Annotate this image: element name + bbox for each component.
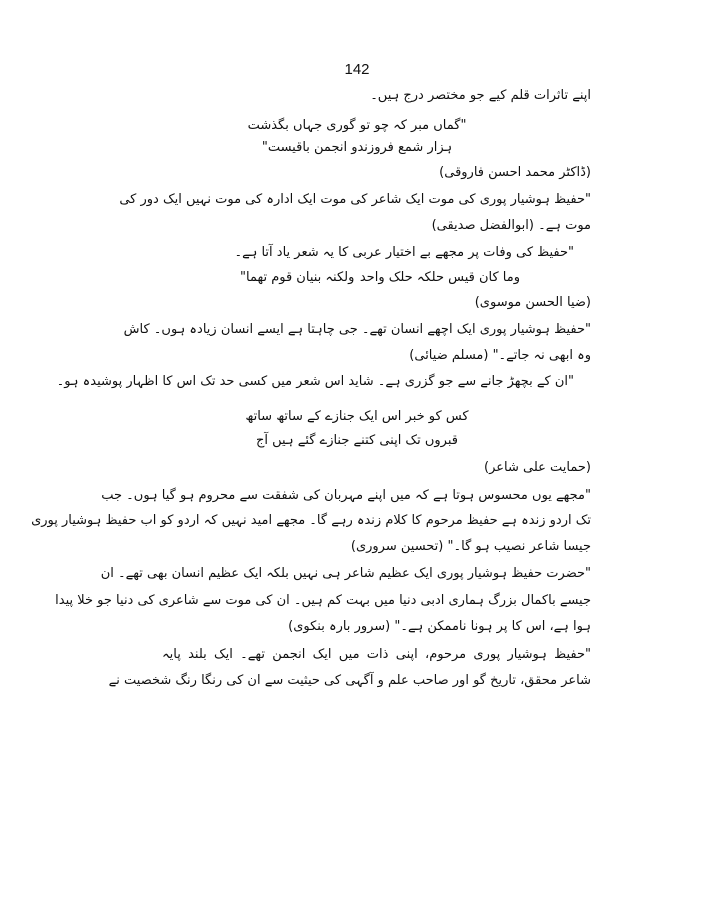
urdu-couplet-line-2: قبروں تک اپنی کتنے جنازے گئے ہیں آج	[256, 433, 458, 448]
quote-line: "حفیظ ہوشیار پوری کی موت ایک شاعر کی موت ایک ادارہ کی موت نہیں ایک دور کی	[119, 192, 591, 207]
persian-couplet-line-1: "گماں مبر کہ چو تو گوری جہاں بگذشت	[247, 118, 467, 133]
quote-line: "مجھے یوں محسوس ہوتا ہے کہ میں اپنے مہربان کی شفقت سے محروم ہو گیا ہوں۔ جب	[101, 488, 591, 503]
quote-line: جیسا شاعر نصیب ہو گا۔" (تحسین سروری)	[350, 539, 591, 554]
quote-line: وہ ابھی نہ جاتے۔" (مسلم ضیائی)	[409, 348, 591, 363]
quote-line: "حفیظ کی وفات پر مجھے بے اختیار عربی کا یہ شعر یاد آتا ہے۔	[234, 245, 574, 260]
attribution-himayat-ali-shair: (حمایت علی شاعر)	[484, 460, 591, 475]
quote-line: جیسے باکمال بزرگ ہماری ادبی دنیا میں بہت کم ہیں۔ ان کی موت سے شاعری کی دنیا جو خلا پیدا	[55, 593, 591, 608]
attribution-mousavi: (ضیا الحسن موسوی)	[474, 295, 591, 310]
quote-line: شاعر محقق، تاریخ گو اور صاحب علم و آگہی کی حیثیت سے ان کی رنگا رنگ شخصیت نے	[108, 673, 591, 688]
page-number: 142	[344, 61, 370, 78]
quote-line: تک اردو زندہ ہے حفیظ مرحوم کا کلام زندہ رہے گا۔ مجھے امید نہیں کہ اردو کو اب حفیظ ہوشیار پوری	[31, 513, 591, 528]
quote-line: "حضرت حفیظ ہوشیار پوری ایک عظیم شاعر ہی نہیں بلکہ ایک عظیم انسان بھی تھے۔ ان	[100, 566, 591, 581]
arabic-couplet	[240, 268, 520, 288]
quote-line: "حفیظ ہوشیار پوری مرحوم، اپنی ذات میں ایک انجمن تھے۔ ایک بلند پایہ	[162, 647, 591, 662]
arabic-couplet-first-half: وما کان قیس حلکہ حلک واحد	[359, 270, 520, 285]
urdu-couplet-line-1: کس کو خبر اس ایک جنازے کے ساتھ ساتھ	[245, 409, 469, 424]
intro-line: اپنے تاثرات قلم کیے جو مختصر درج ہیں۔	[370, 88, 591, 103]
attribution-farooqi: (ڈاکٹر محمد احسن فاروقی)	[439, 165, 591, 180]
quote-line: ہوا ہے، اس کا پر ہونا ناممکن ہے۔" (سرور بارہ بنکوی)	[288, 619, 591, 634]
quote-line: موت ہے۔ (ابوالفضل صدیقی)	[431, 218, 591, 233]
arabic-couplet-second-half: ولکنہ بنیان قوم تھما"	[240, 270, 355, 285]
persian-couplet-line-2: ہزار شمع فروزندو انجمن باقیست"	[261, 140, 453, 155]
quote-line: "ان کے بچھڑ جانے سے جو گزری ہے۔ شاید اس شعر میں کسی حد تک اس کا اظہار پوشیدہ ہو۔	[56, 374, 574, 389]
quote-line: "حفیظ ہوشیار پوری ایک اچھے انسان تھے۔ جی چاہتا ہے ایسے انسان زیادہ ہوں۔ کاش	[123, 322, 591, 337]
